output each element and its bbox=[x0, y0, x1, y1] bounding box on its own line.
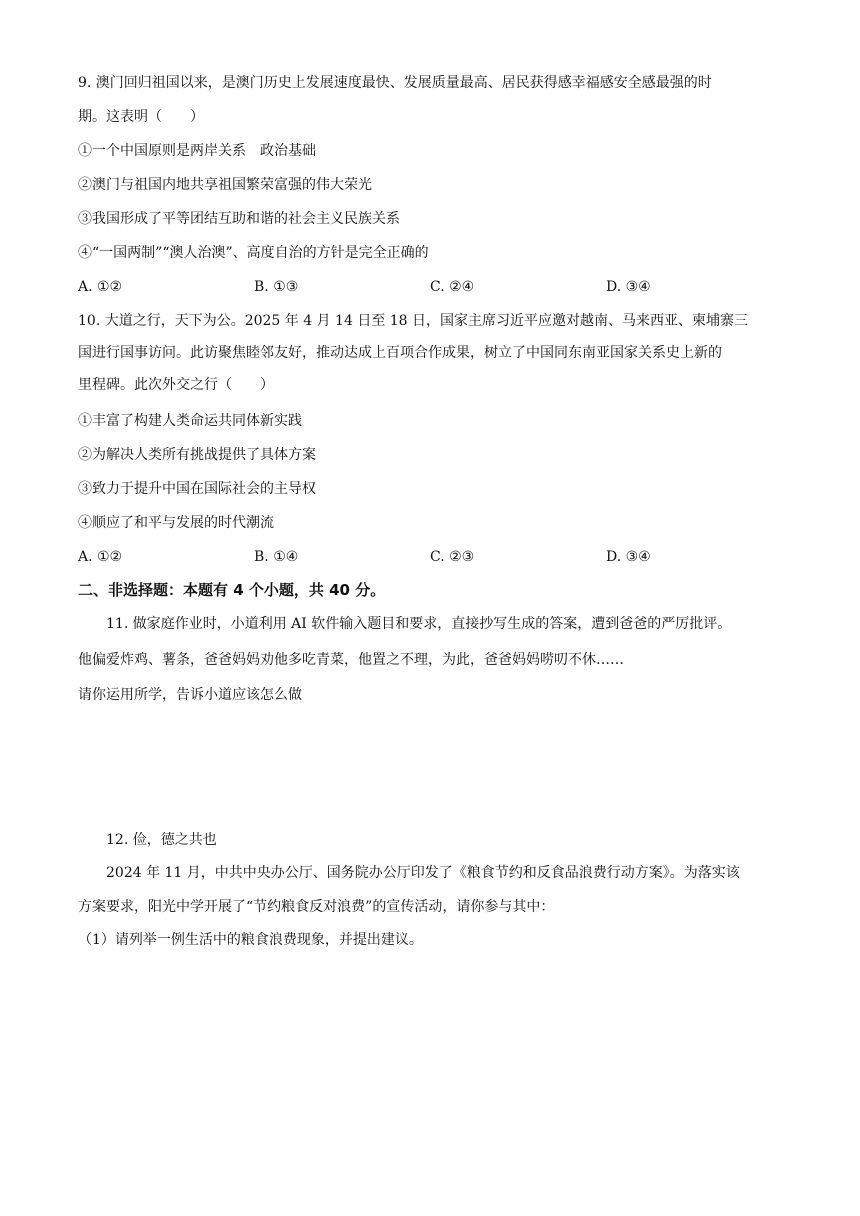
q9-stem-line2: 期。这表明（ ） bbox=[78, 109, 204, 125]
q9-option-c[interactable]: C. ②④ bbox=[430, 279, 475, 295]
q9-item-2: ②澳门与祖国内地共享祖国繁荣富强的伟大荣光 bbox=[78, 177, 372, 193]
q9-option-b[interactable]: B. ①③ bbox=[254, 279, 299, 295]
q9-item-3: ③我国形成了平等团结互助和谐的社会主义民族关系 bbox=[78, 211, 400, 227]
q9-options bbox=[78, 277, 778, 297]
q9-option-a[interactable]: A. ①② bbox=[78, 279, 123, 295]
q12-para-line2: 方案要求，阳光中学开展了“节约粮食反对浪费”的宣传活动，请你参与其中： bbox=[78, 899, 555, 915]
q10-item-4: ④顺应了和平与发展的时代潮流 bbox=[78, 515, 274, 531]
q10-option-c[interactable]: C. ②③ bbox=[430, 549, 475, 565]
q9-option-d[interactable]: D. ③④ bbox=[606, 279, 651, 295]
q10-options bbox=[78, 547, 778, 567]
q10-option-b[interactable]: B. ①④ bbox=[254, 549, 299, 565]
q10-item-1: ①丰富了构建人类命运共同体新实践 bbox=[78, 413, 302, 429]
q10-item-2: ②为解决人类所有挑战提供了具体方案 bbox=[78, 447, 316, 463]
q10-option-d[interactable]: D. ③④ bbox=[606, 549, 651, 565]
q10-stem-line1: 10. 大道之行，天下为公。2025 年 4 月 14 日至 18 日，国家主席习近平应邀对越南、马来西亚、柬埔寨三 bbox=[78, 313, 749, 329]
section2-heading: 二、非选择题：本题有 4 个小题，共 40 分。 bbox=[78, 581, 386, 599]
q10-stem-line3: 里程碑。此次外交之行（ ） bbox=[78, 377, 274, 393]
q12-para-line1: 2024 年 11 月，中共中央办公厅、国务院办公厅印发了《粮食节约和反食品浪费行动方案》。为落实该 bbox=[106, 865, 740, 881]
q11-line1: 11. 做家庭作业时，小道利用 AI 软件输入题目和要求，直接抄写生成的答案，遭到爸爸的严厉批评。 bbox=[106, 616, 732, 632]
q10-stem-line2: 国进行国事访问。此访聚焦睦邻友好，推动达成上百项合作成果，树立了中国同东南亚国家关系史上新的 bbox=[78, 345, 722, 361]
q9-item-4: ④“一国两制”“澳人治澳”、高度自治的方针是完全正确的 bbox=[78, 245, 429, 261]
q10-option-a[interactable]: A. ①② bbox=[78, 549, 123, 565]
q12-sub1: （1）请列举一例生活中的粮食浪费现象，并提出建议。 bbox=[78, 932, 423, 948]
q9-item-1: ①一个中国原则是两岸关系 政治基础 bbox=[78, 143, 316, 159]
q12-title: 12. 俭，德之共也 bbox=[106, 832, 217, 848]
q11-prompt: 请你运用所学，告诉小道应该怎么做 bbox=[78, 687, 302, 703]
q11-line2: 他偏爱炸鸡、薯条，爸爸妈妈劝他多吃青菜，他置之不理，为此，爸爸妈妈唠叨不休…… bbox=[78, 652, 624, 668]
q10-item-3: ③致力于提升中国在国际社会的主导权 bbox=[78, 481, 316, 497]
q9-stem-line1: 9. 澳门回归祖国以来，是澳门历史上发展速度最快、发展质量最高、居民获得感幸福感安全感最强的时 bbox=[78, 75, 712, 91]
